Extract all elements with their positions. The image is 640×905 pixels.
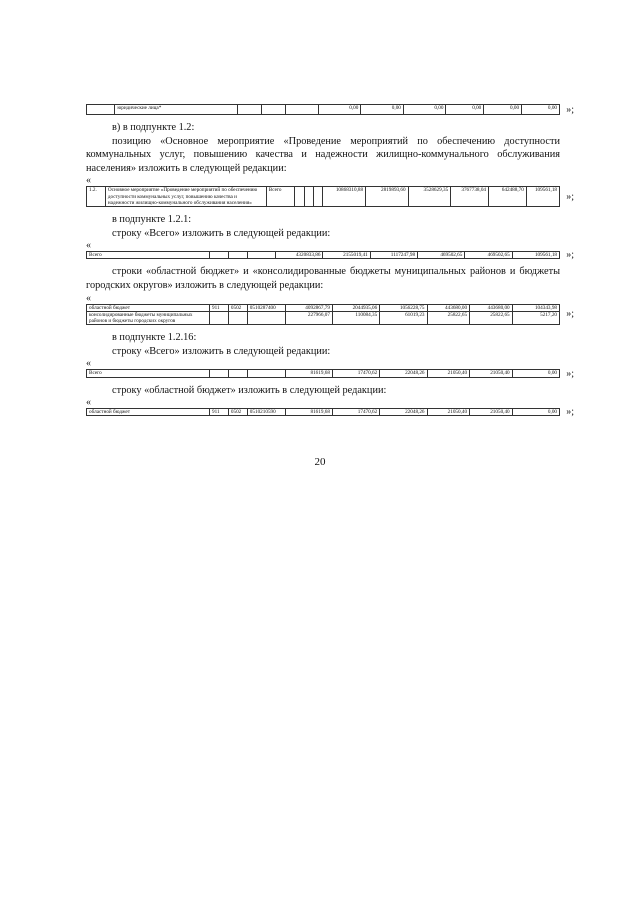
- cell-value: 1117247,98: [370, 252, 417, 259]
- section-text: строку «Всего» изложить в следующей редакции:: [112, 345, 331, 357]
- cell-value: 0,00: [403, 105, 446, 115]
- row-label: Всего: [266, 187, 294, 207]
- row-label: консолидированные бюджеты муниципальных районов и бюджеты городских округов: [87, 311, 210, 324]
- closing-quote: »;: [566, 103, 574, 115]
- cell-value: 25822,65: [470, 311, 513, 324]
- cell-value: 443680,00: [427, 304, 470, 311]
- cell-code: [247, 311, 285, 324]
- cell-value: 469502,65: [465, 252, 512, 259]
- table-row: [87, 311, 560, 324]
- table-row-1-2-1: [86, 249, 574, 261]
- opening-quote: «: [86, 240, 91, 252]
- cell-value: 25822,65: [427, 311, 470, 324]
- cell-value: 22048,26: [380, 370, 427, 377]
- table-row-1-2-16: [86, 367, 574, 379]
- row-label: областной бюджет: [87, 409, 210, 416]
- table-1-2-1: [86, 251, 560, 259]
- row-label: областной бюджет: [87, 304, 210, 311]
- table-1-2-16: [86, 369, 560, 377]
- table-budget-rows: [86, 304, 574, 326]
- section-heading: в подпункте 1.2.16:: [112, 332, 197, 344]
- cell-value: 1056228,75: [380, 304, 427, 311]
- opening-quote: «: [86, 358, 91, 370]
- cell-code: 0510210590: [247, 409, 285, 416]
- table-top: [86, 104, 560, 115]
- cell-value: 81619,68: [285, 409, 332, 416]
- cell-value: 0,00: [512, 370, 559, 377]
- closing-quote: »;: [566, 308, 574, 320]
- closing-quote: »;: [566, 191, 574, 203]
- cell-code: 911: [209, 304, 228, 311]
- cell-code: [209, 311, 228, 324]
- page-number: 20: [314, 456, 326, 468]
- cell-value: 21050,40: [470, 409, 513, 416]
- cell-value: 227966,07: [285, 311, 332, 324]
- cell-value: 0,00: [512, 409, 559, 416]
- section-text: позицию «Основное мероприятие «Проведение мероприятий по обеспечению доступности коммунальных услуг, повышению качества и надежности жилищно-коммунального обслуживания населения» изложить в следующей редакции:: [86, 135, 560, 174]
- cell-value: 81619,68: [285, 370, 332, 377]
- top-table-row: [86, 103, 574, 115]
- opening-quote: «: [86, 397, 91, 409]
- cell-value: 22048,26: [380, 409, 427, 416]
- cell-value: 61019,23: [380, 311, 427, 324]
- cell-value: 109561,18: [512, 252, 559, 259]
- cell-value: 0,00: [446, 105, 484, 115]
- row-label: юридические лица*: [115, 105, 238, 115]
- row-label: Всего: [87, 252, 210, 259]
- cell-value: 0,00: [318, 105, 361, 115]
- cell-value: 3767738,04: [451, 187, 489, 207]
- cell-value: 109561,18: [526, 187, 559, 207]
- row-number: 1.2.: [87, 187, 106, 207]
- cell-value: 21050,40: [470, 370, 513, 377]
- row-name: Основное мероприятие «Проведение мероприятий по обеспечению доступности коммунальных услуг, повышению качества и надежности жилищно-коммунального обслуживания населения»: [105, 187, 266, 207]
- table-oblast: [86, 408, 560, 416]
- cell-code: 0502: [228, 409, 247, 416]
- cell-value: 2819893,60: [366, 187, 409, 207]
- cell-value: 5217,20: [512, 311, 559, 324]
- cell-value: 2044935,06: [332, 304, 379, 311]
- cell-code: 0510287400: [247, 304, 285, 311]
- cell-value: 4092867,79: [285, 304, 332, 311]
- cell-value: 0,00: [484, 105, 522, 115]
- document-body: [86, 103, 574, 418]
- section-text: строку «Всего» изложить в следующей редакции:: [112, 227, 331, 239]
- cell-value: 443680,00: [470, 304, 513, 311]
- section-heading: в подпункте 1.2.1:: [112, 214, 192, 226]
- cell-value: 0,00: [522, 105, 560, 115]
- table-row-1-2: [86, 186, 574, 207]
- cell-value: 3528629,35: [408, 187, 451, 207]
- table-row: [87, 304, 560, 311]
- cell-value: 110084,35: [332, 311, 379, 324]
- cell-code: 911: [209, 409, 228, 416]
- cell-value: 2155019,41: [323, 252, 370, 259]
- closing-quote: »;: [566, 249, 574, 261]
- cell-value: 10868310,88: [323, 187, 366, 207]
- cell-value: 0,00: [361, 105, 404, 115]
- table-budget: [86, 304, 560, 326]
- table-row-oblast: [86, 406, 574, 418]
- cell-value: 642488,70: [489, 187, 527, 207]
- section-text: строку «областной бюджет» изложить в следующей редакции:: [112, 384, 387, 396]
- cell-value: 469502,65: [418, 252, 465, 259]
- row-label: Всего: [87, 370, 210, 377]
- cell-code: [228, 311, 247, 324]
- cell-value: 17470,62: [332, 370, 379, 377]
- opening-quote: «: [86, 292, 91, 304]
- cell-value: 17470,62: [332, 409, 379, 416]
- section-text: строки «областной бюджет» и «консолидированные бюджеты муниципальных районов и бюджеты городских округов» изложить в следующей редакции:: [86, 266, 560, 291]
- section-heading: в) в подпункте 1.2:: [112, 122, 195, 133]
- cell-value: 104343,98: [512, 304, 559, 311]
- closing-quote: »;: [566, 367, 574, 379]
- table-1-2: [86, 186, 560, 207]
- cell-value: 21050,40: [427, 409, 470, 416]
- closing-quote: »;: [566, 406, 574, 418]
- cell-value: 21050,40: [427, 370, 470, 377]
- cell-value: 4320833,86: [276, 252, 323, 259]
- cell-code: 0502: [228, 304, 247, 311]
- opening-quote: «: [86, 175, 91, 187]
